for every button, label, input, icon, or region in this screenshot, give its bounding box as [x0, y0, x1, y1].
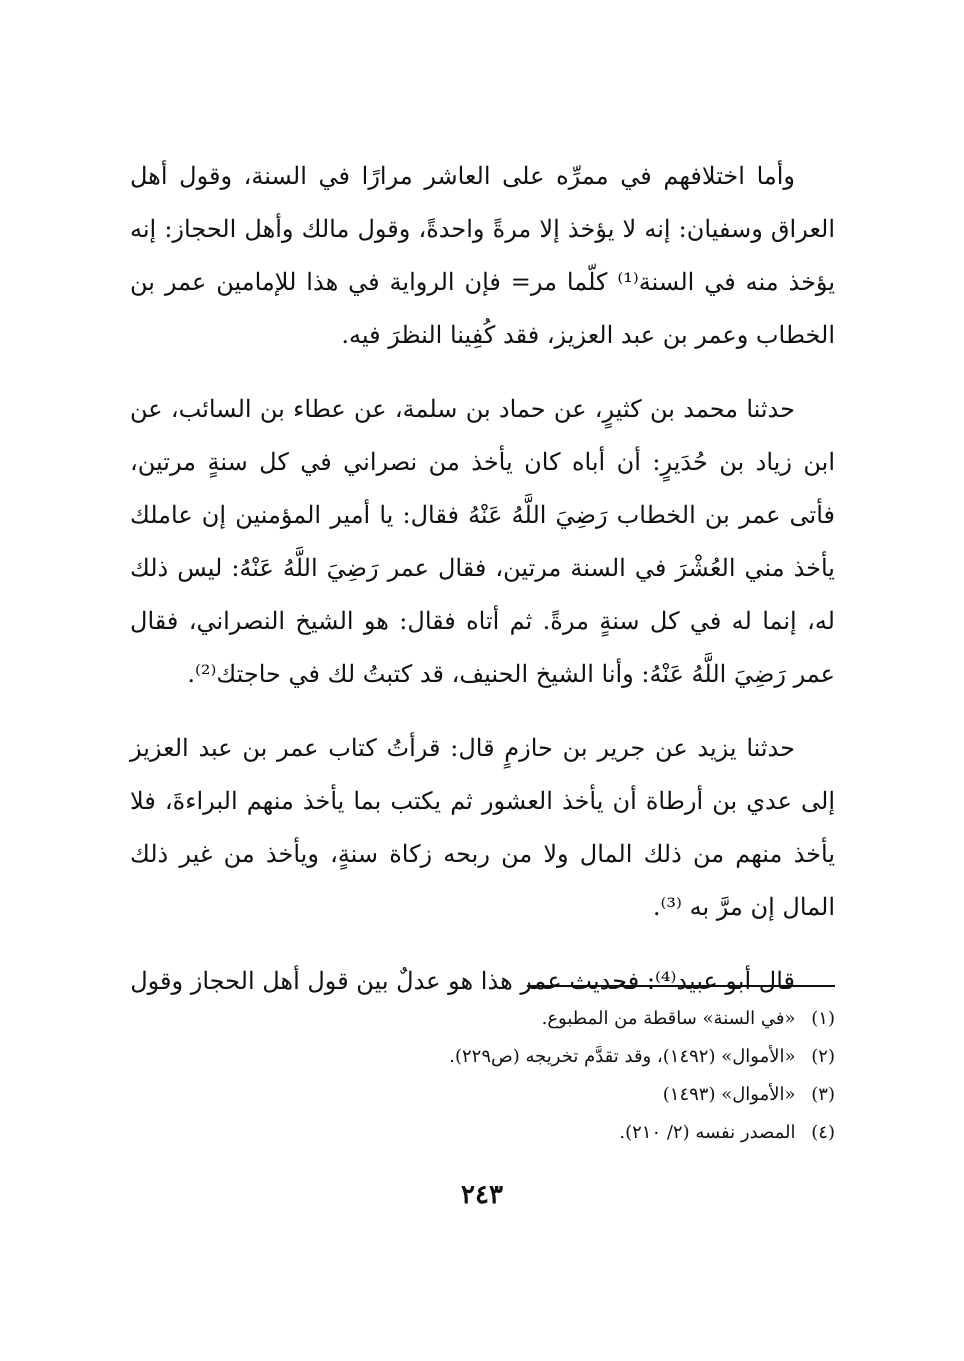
footnote-4 [135, 1114, 835, 1152]
footnote-text: المصدر نفسه (٢/ ٢١٠). [619, 1122, 796, 1143]
footnote-number: (٣) [811, 1084, 835, 1105]
main-text [130, 150, 835, 1029]
footnote-text: «الأموال» (١٤٩٣) [662, 1084, 796, 1105]
footnote-3 [135, 1076, 835, 1114]
paragraph-3: حدثنا يزيد عن جرير بن حازمٍ قال: قرأتُ كتاب عمر بن عبد العزيز إلى عدي بن أرطاة أن يأخذ العشور ثم يكتب بما يأخذ منهم البراءةَ، فلا يأخذ منهم من ذلك المال ولا من ربحه زكاة سنةٍ، ويأخذ من غير ذلك المال إن مرَّ به ⁽³⁾. [130, 734, 835, 921]
paragraph-1: وأما اختلافهم في ممرِّه على العاشر مرارًا في السنة، وقول أهل العراق وسفيان: إنه لا يؤخذ إلا مرةً واحدةً، وقول مالك وأهل الحجاز: إنه يؤخذ منه في السنة⁽¹⁾ كلّما مر= فإن الرواية في هذا للإمامين عمر بن الخطاب وعمر بن عبد العزيز، فقد كُفِينا النظرَ فيه. [130, 162, 835, 349]
paragraph-2: حدثنا محمد بن كثيرٍ، عن حماد بن سلمة، عن عطاء بن السائب، عن ابن زياد بن حُدَيرٍ: أن أباه كان يأخذ من نصراني في كل سنةٍ مرتين، فأتى عمر بن الخطاب رَضِيَ اللَّهُ عَنْهُ فقال: يا أمير المؤمنين إن عاملك يأخذ مني العُشْرَ في السنة مرتين، فقال عمر رَضِيَ اللَّهُ عَنْهُ: ليس ذلك له، إنما له في كل سنةٍ مرةً. ثم أتاه فقال: هو الشيخ النصراني، فقال عمر رَضِيَ اللَّهُ عَنْهُ: وأنا الشيخ الحنيف، قد كتبتُ لك في حاجتك⁽²⁾. [130, 395, 835, 688]
footnote-1 [135, 1000, 835, 1038]
footnote-number: (٢) [811, 1046, 835, 1067]
footnote-text: «الأموال» (١٤٩٢)، وقد تقدَّم تخريجه (ص٢٢٩). [449, 1046, 796, 1067]
footnote-number: (١) [811, 1008, 835, 1029]
footnote-separator [527, 985, 835, 987]
footnotes [135, 1000, 835, 1152]
footnote-2 [135, 1038, 835, 1076]
page-number: ٢٤٣ [461, 1180, 503, 1210]
paragraph-4: قال أبو عبيد⁽⁴⁾: فحديث عمر هذا هو عدلٌ بين قول أهل الحجاز وقول [130, 967, 795, 995]
footnote-text: «في السنة» ساقطة من المطبوع. [541, 1008, 796, 1029]
footnote-number: (٤) [811, 1122, 835, 1143]
